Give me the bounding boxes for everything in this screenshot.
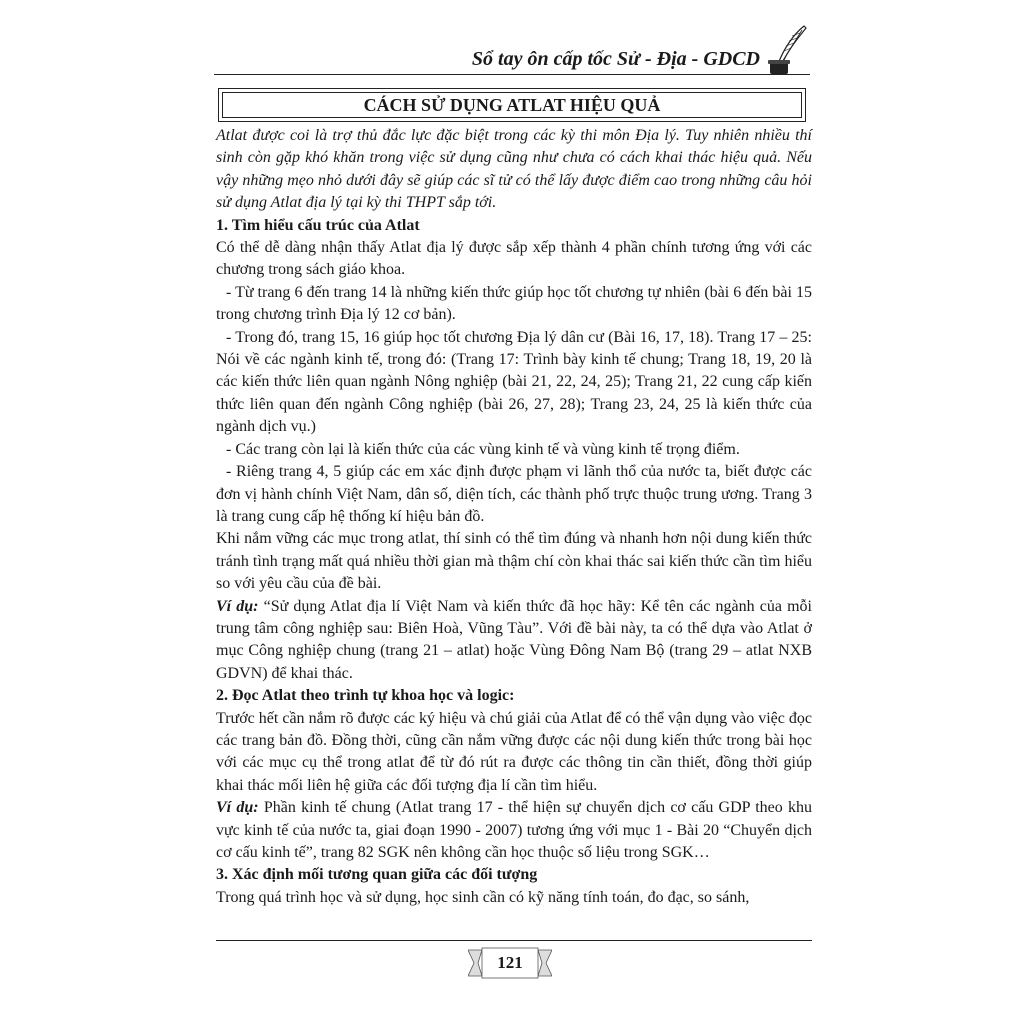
example-label: Ví dụ: xyxy=(216,597,259,615)
page-header xyxy=(214,44,810,76)
title-box xyxy=(218,88,806,122)
header-rule xyxy=(214,74,810,75)
footer-rule xyxy=(216,940,812,941)
example-label: Ví dụ: xyxy=(216,799,259,817)
section-1-bullet-4: - Riêng trang 4, 5 giúp các em xác định được phạm vi lãnh thổ của nước ta, biết được các đơn vị hành chính Việt Nam, dân số, diện tích, các thành phố trực thuộc trung ương. Trang 3 là trang cung cấp hệ thống kí hiệu bản đồ. xyxy=(216,463,812,525)
section-1-example xyxy=(216,596,812,686)
example-text: “Sử dụng Atlat địa lí Việt Nam và kiến thức đã học hãy: Kể tên các ngành của mỗi trung tâm công nghiệp sau: Biên Hoà, Vũng Tàu”. Với đề bài này, ta có thể dựa vào Atlat ở mục Công nghiệp chung (trang 21 – atlat) hoặc Vùng Đông Nam Bộ (trang 29 – atlat NXB GDVN) để khai thác. xyxy=(216,597,813,682)
section-1-bullet-3: - Các trang còn lại là kiến thức của các vùng kinh tế và vùng kinh tế trọng điểm. xyxy=(226,440,740,458)
page-number: 121 xyxy=(497,953,523,972)
section-2-example xyxy=(216,797,812,864)
page-title: CÁCH SỬ DỤNG ATLAT HIỆU QUẢ xyxy=(222,92,802,118)
article-body xyxy=(216,125,812,909)
section-1-heading: 1. Tìm hiểu cấu trúc của Atlat xyxy=(216,216,420,234)
section-1-bullet-1: - Từ trang 6 đến trang 14 là những kiến thức giúp học tốt chương tự nhiên (bài 6 đến bài 15 trong chương trình Địa lý 12 cơ bản). xyxy=(216,283,812,324)
section-3-paragraph-1: Trong quá trình học và sử dụng, học sinh cần có kỹ năng tính toán, đo đạc, so sánh, xyxy=(216,888,750,906)
section-2-heading: 2. Đọc Atlat theo trình tự khoa học và logic: xyxy=(216,687,515,705)
section-3-heading: 3. Xác định mối tương quan giữa các đối tượng xyxy=(216,866,538,884)
quill-and-inkwell-icon xyxy=(764,24,810,78)
example-text: Phần kinh tế chung (Atlat trang 17 - thể hiện sự chuyển dịch cơ cấu GDP theo khu vực kinh tế của nước ta, giai đoạn 1990 - 2007) tương ứng với mục 1 - Bài 20 “Chuyển dịch cơ cấu kinh tế”, trang 82 SGK nên không cần học thuộc số liệu trong SGK… xyxy=(216,799,813,861)
section-1-paragraph-2: Khi nắm vững các mục trong atlat, thí sinh có thể tìm đúng và nhanh hơn nội dung kiến thức tránh tình trạng mất quá nhiều thời gian mà thậm chí còn khai thác sai kiến thức cần tìm hiểu so với yêu cầu của đề bài. xyxy=(216,530,812,593)
page-number-badge xyxy=(468,946,552,980)
section-1-bullet-2: - Trong đó, trang 15, 16 giúp học tốt chương Địa lý dân cư (Bài 16, 17, 18). Trang 17 – 25: Nói về các ngành kinh tế, trong đó: (Trang 17: Trình bày kinh tế chung; Trang 18, 19, 20 là các kiến thức liên quan ngành Nông nghiệp (bài 21, 22, 24, 25); Trang 21, 22 cung cấp kiến thức liên quan đến ngành Công nghiệp (bài 26, 27, 28); Trang 23, 24, 25 là kiến thức của ngành dịch vụ.) xyxy=(216,328,812,436)
intro-paragraph: Atlat được coi là trợ thủ đắc lực đặc biệt trong các kỳ thi môn Địa lý. Tuy nhiên nhiều thí sinh còn gặp khó khăn trong việc sử dụng cũng như chưa có cách khai thác hiệu quả. Nếu vậy những mẹo nhỏ dưới đây sẽ giúp các sĩ tử có thể lấy được điểm cao trong những câu hỏi sử dụng Atlat địa lý tại kỳ thi THPT sắp tới. xyxy=(216,127,812,212)
section-2-paragraph-1: Trước hết cần nắm rõ được các ký hiệu và chú giải của Atlat để có thể vận dụng vào việc đọc các trang bản đồ. Đồng thời, cũng cần nắm vững được các nội dung kiến thức trong bài học với các mục cụ thể trong atlat để từ đó rút ra được các thông tin cần thiết, đồng thời giúp khai thác mối liên hệ giữa các đối tượng địa lí cần tìm hiểu. xyxy=(216,709,812,794)
section-1-paragraph-1: Có thể dễ dàng nhận thấy Atlat địa lý được sắp xếp thành 4 phần chính tương ứng với các chương trong sách giáo khoa. xyxy=(216,239,812,279)
header-title: Sổ tay ôn cấp tốc Sử - Địa - GDCD xyxy=(471,48,760,70)
